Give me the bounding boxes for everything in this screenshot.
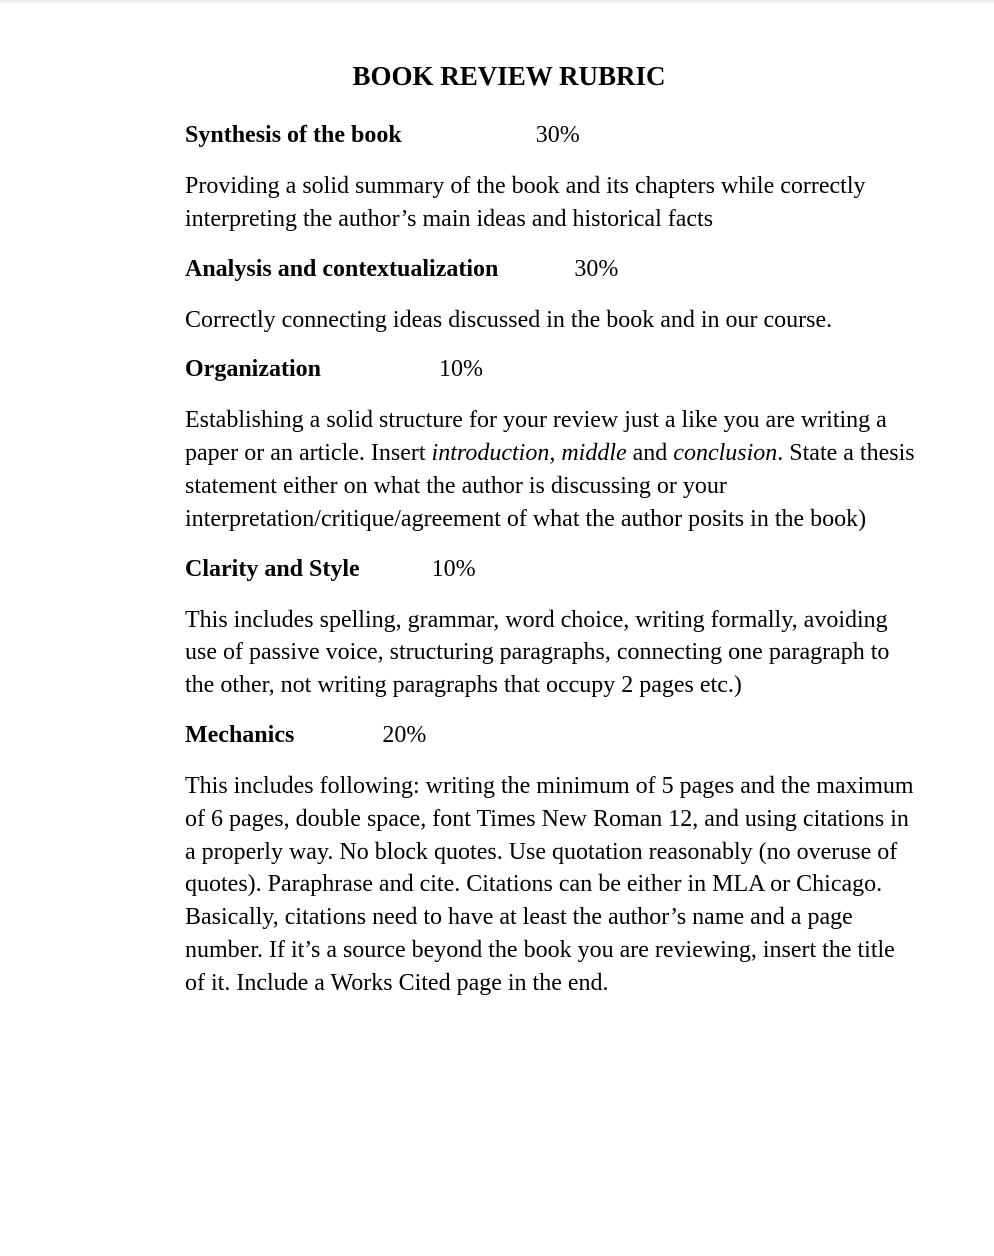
document-title: BOOK REVIEW RUBRIC xyxy=(352,61,666,91)
description-emphasis: conclusion xyxy=(673,440,778,467)
criterion-label: Analysis and contextualization xyxy=(185,255,499,282)
criterion-weight: 20% xyxy=(382,721,427,748)
rubric-criterion-organization xyxy=(185,354,915,384)
document-page xyxy=(185,58,915,1000)
criterion-weight: 10% xyxy=(431,555,476,582)
page-top-shadow xyxy=(0,0,994,4)
criterion-label: Synthesis of the book xyxy=(185,122,402,148)
rubric-criterion-analysis xyxy=(185,254,915,284)
criterion-description: Correctly connecting ideas discussed in the book and in our course. xyxy=(185,306,833,333)
criterion-weight: 30% xyxy=(574,255,619,282)
description-text: Establishing a solid structure for your review just a like you are writing a paper or an article. Insert xyxy=(185,407,887,467)
rubric-criterion-clarity-style xyxy=(185,554,915,584)
criterion-label: Organization xyxy=(185,356,321,383)
criterion-description: This includes spelling, grammar, word choice, writing formally, avoiding use of passive voice, structuring paragraphs, connecting one paragraph to the other, not writing paragraphs that occupy 2 pages etc.) xyxy=(185,606,890,699)
criterion-weight: 30% xyxy=(535,122,580,148)
criterion-description xyxy=(185,404,915,535)
rubric-criterion-synthesis xyxy=(185,120,915,150)
criterion-label: Clarity and Style xyxy=(185,555,360,582)
criterion-description: This includes following: writing the minimum of 5 pages and the maximum of 6 pages, double space, font Times New Roman 12, and using citations in a properly way. No block quotes. Use quotation reasonably (no overuse of quotes). Paraphrase and cite. Citations can be either in MLA or Chicago. Basically, citations need to have at least the author’s name and a page number. If it’s a source beyond the book you are reviewing, insert the title of it. Include a Works Cited page in the end. xyxy=(185,772,914,996)
description-text: . State a thesis statement either on what the author is discussing or your interpretation/critique/agreement of what the author posits in the book) xyxy=(185,440,915,532)
criterion-label: Mechanics xyxy=(185,721,295,748)
rubric-criterion-mechanics xyxy=(185,720,915,750)
description-emphasis: introduction, middle xyxy=(431,440,627,467)
criterion-description: Providing a solid summary of the book and its chapters while correctly interpreting the author’s main ideas and historical facts xyxy=(185,173,866,232)
description-text: and xyxy=(626,440,674,467)
criterion-weight: 10% xyxy=(439,356,483,383)
